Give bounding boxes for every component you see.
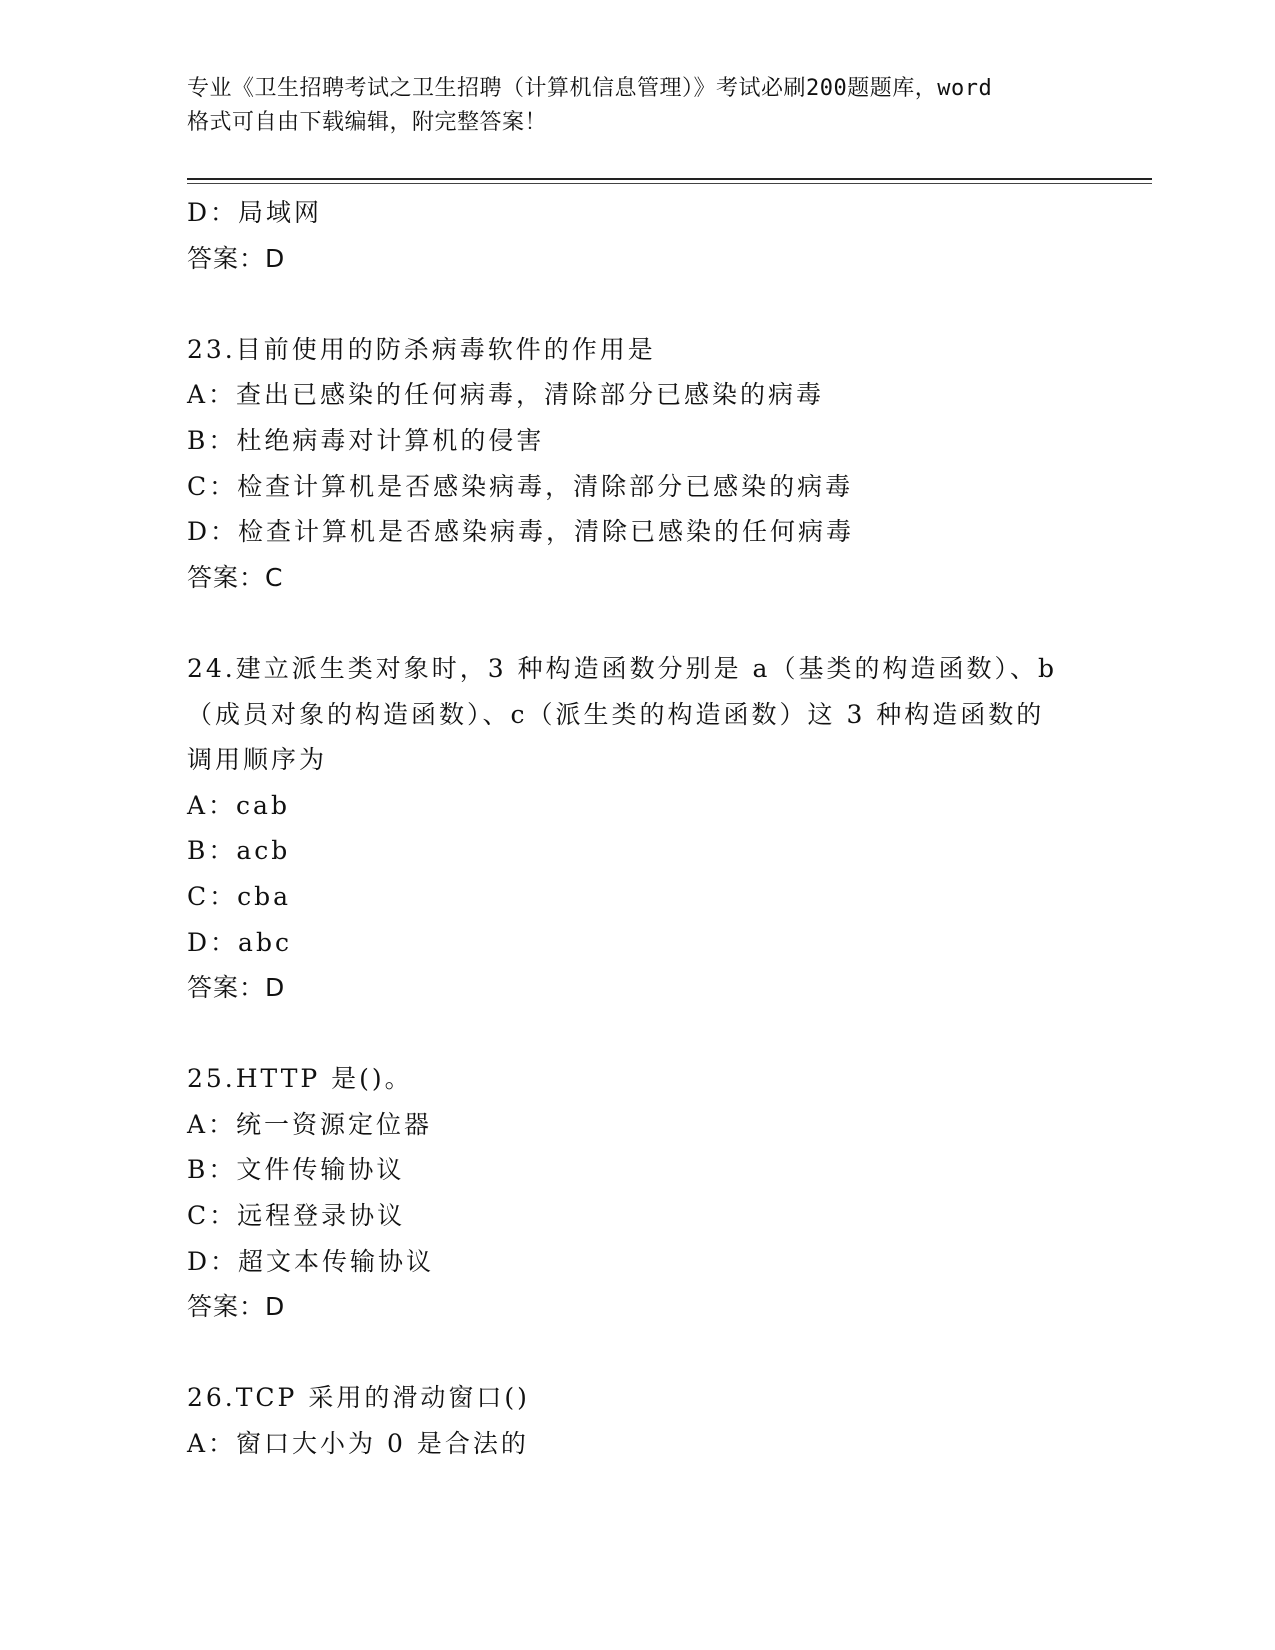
question-stem: 23.目前使用的防杀病毒软件的作用是 <box>187 334 656 364</box>
option-b: B：acb <box>187 836 291 866</box>
option-d: D：局域网 <box>187 198 323 227</box>
option-d: D：检查计算机是否感染病毒，清除已感染的任何病毒 <box>187 517 855 547</box>
question-stem: 25.HTTP 是()。 <box>187 1064 413 1094</box>
answer-line: 答案：D <box>187 1292 286 1322</box>
option-b: B：杜绝病毒对计算机的侵害 <box>187 425 545 455</box>
option-a: A：查出已感染的任何病毒，清除部分已感染的病毒 <box>187 380 825 410</box>
header-title-line-1: 专业《卫生招聘考试之卫生招聘（计算机信息管理）》考试必刷200题题库，word <box>187 76 993 101</box>
option-b: B：文件传输协议 <box>187 1155 405 1185</box>
answer-line: 答案：D <box>187 243 286 273</box>
question-stem: 26.TCP 采用的滑动窗口() <box>187 1383 530 1413</box>
question-23 <box>187 327 1087 601</box>
option-c: C：检查计算机是否感染病毒，清除部分已感染的病毒 <box>187 471 854 501</box>
header-divider <box>187 178 1152 180</box>
question-stem: 调用顺序为 <box>187 745 328 775</box>
question-22-tail <box>187 190 1087 281</box>
option-d: D：abc <box>187 927 292 957</box>
document-header <box>187 72 1087 140</box>
question-25 <box>187 1056 1087 1330</box>
spacer <box>187 600 1087 646</box>
answer-line: 答案：C <box>187 562 284 592</box>
option-a: A：cab <box>187 790 290 820</box>
option-d: D：超文本传输协议 <box>187 1246 435 1276</box>
option-a: A：统一资源定位器 <box>187 1109 433 1139</box>
question-list <box>187 190 1087 1467</box>
question-26 <box>187 1375 1087 1466</box>
spacer <box>187 1330 1087 1376</box>
spacer <box>187 281 1087 327</box>
option-a: A：窗口大小为 0 是合法的 <box>187 1429 529 1459</box>
header-divider-thin <box>187 183 1152 184</box>
header-title-line-2: 格式可自由下载编辑，附完整答案！ <box>187 110 548 135</box>
question-stem: （成员对象的构造函数）、c（派生类的构造函数）这 3 种构造函数的 <box>187 699 1045 729</box>
spacer <box>187 1011 1087 1057</box>
answer-line: 答案：D <box>187 973 286 1003</box>
option-c: C：远程登录协议 <box>187 1201 406 1231</box>
option-c: C：cba <box>187 881 292 911</box>
question-24 <box>187 646 1087 1011</box>
question-stem: 24.建立派生类对象时，3 种构造函数分别是 a（基类的构造函数）、b <box>187 653 1057 683</box>
